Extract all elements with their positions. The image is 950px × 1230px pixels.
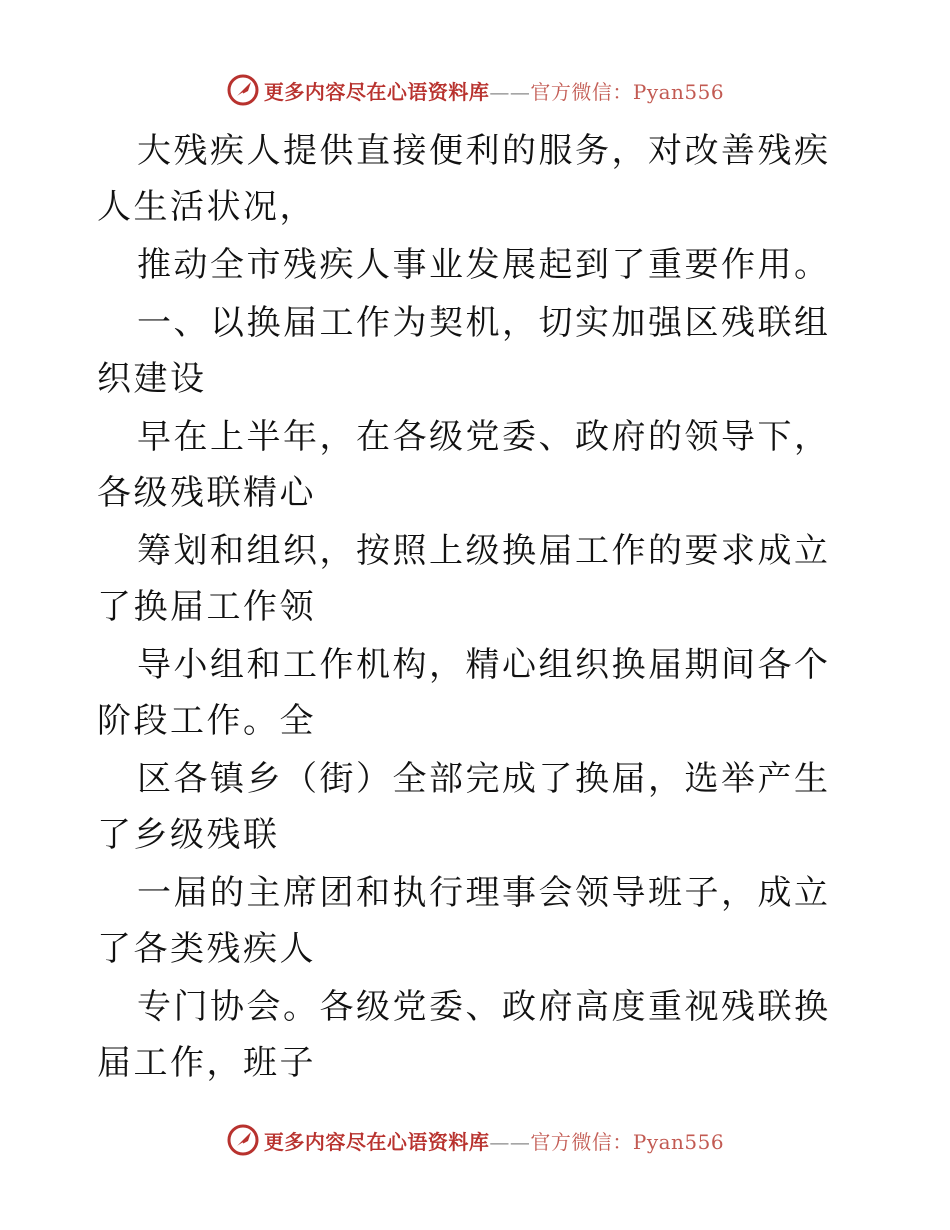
footer-banner	[0, 1120, 950, 1160]
document-body	[97, 123, 857, 1093]
paragraph: 推动全市残疾人事业发展起到了重要作用。	[137, 245, 831, 285]
banner-wechat-label: 官方微信：	[530, 79, 633, 104]
paragraph: 一、以换届工作为契机，切实加强区残联组织建设	[97, 303, 831, 399]
banner-text	[264, 76, 724, 105]
banner-main: 更多内容尽在心语资料库	[263, 79, 490, 104]
paragraph: 导小组和工作机构，精心组织换届期间各个阶段工作。全	[97, 645, 831, 741]
paragraph: 大残疾人提供直接便利的服务，对改善残疾人生活状况，	[97, 131, 831, 227]
paragraph: 筹划和组织，按照上级换届工作的要求成立了换届工作领	[97, 531, 831, 627]
banner-separator: ——	[489, 79, 531, 104]
banner-text	[264, 1126, 724, 1155]
paragraph: 一届的主席团和执行理事会领导班子，成立了各类残疾人	[97, 873, 831, 969]
banner-account: Pyan556	[632, 79, 725, 104]
banner-separator: ——	[489, 1129, 531, 1154]
banner-account: Pyan556	[632, 1129, 725, 1154]
quill-logo-icon	[226, 73, 260, 107]
paragraph: 区各镇乡（街）全部完成了换届，选举产生了乡级残联	[97, 759, 831, 855]
paragraph: 早在上半年，在各级党委、政府的领导下，各级残联精心	[97, 417, 831, 513]
header-banner	[0, 70, 950, 110]
banner-wechat-label: 官方微信：	[530, 1129, 633, 1154]
banner-main: 更多内容尽在心语资料库	[263, 1129, 490, 1154]
quill-logo-icon	[226, 1123, 260, 1157]
paragraph: 专门协会。各级党委、政府高度重视残联换届工作，班子	[97, 987, 831, 1083]
